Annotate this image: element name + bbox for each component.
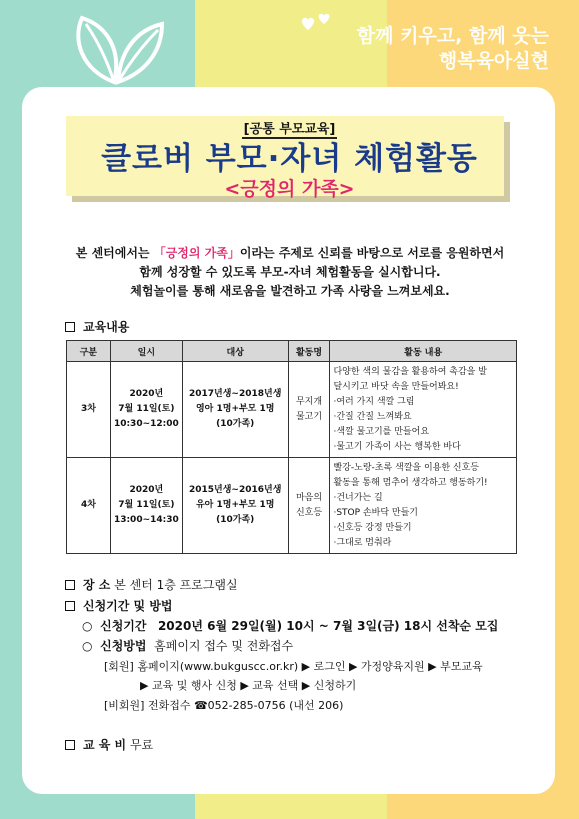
intro-highlight: 「긍정의 가족」 xyxy=(153,246,240,260)
detail-line: ·색깔 물고기를 만들어요 xyxy=(333,426,430,437)
intro-line1-pre: 본 센터에서는 xyxy=(75,246,154,260)
header-activity: 활동명 xyxy=(288,341,330,362)
intro-line2: 함께 성장할 수 있도록 부모-자녀 체험활동을 실시합니다. xyxy=(139,265,441,279)
page-title: 클로버 부모·자녀 체험활동 xyxy=(101,141,478,177)
target-families: (10가족) xyxy=(216,515,255,525)
education-table xyxy=(66,340,517,554)
place-value: 본 센터 1층 프로그램실 xyxy=(114,578,238,592)
header-details: 활동 내용 xyxy=(330,341,517,362)
member-line1: 홈페이지(www.bukguscc.or.kr) ▶ 로그인 ▶ 가정양육지원 ▶ 부모교육 xyxy=(137,660,483,673)
slogan-line2: 행복육아실현 xyxy=(438,50,549,72)
details-cell xyxy=(330,458,517,554)
checkbox-square-icon xyxy=(65,740,75,750)
intro-text xyxy=(40,244,540,301)
detail-line: 빨강-노랑-초록 색깔을 이용한 신호등 xyxy=(333,462,479,473)
detail-line: 활동을 통해 멈추어 생각하고 행동하기! xyxy=(333,477,488,488)
member-method xyxy=(104,658,483,674)
circle-bullet-icon: ○ xyxy=(82,639,93,653)
target-cell xyxy=(182,458,288,554)
date-time: 13:00~14:30 xyxy=(113,515,179,525)
method-value: 홈페이지 접수 및 전화접수 xyxy=(154,639,294,653)
target-cell xyxy=(182,362,288,458)
leaves-icon xyxy=(62,10,172,90)
application-method xyxy=(82,637,293,654)
application-heading-text: 신청기간 및 방법 xyxy=(83,599,173,613)
date-day: 7월 11일(토) xyxy=(118,500,175,510)
header-date: 일시 xyxy=(110,341,182,362)
target-people: 유아 1명+부모 1명 xyxy=(195,500,275,510)
hearts-icon xyxy=(298,10,338,40)
member-tag: [회원] xyxy=(104,660,134,673)
nonmember-method xyxy=(104,697,343,713)
activity-line: 물고기 xyxy=(295,411,323,422)
circle-bullet-icon: ○ xyxy=(82,619,93,633)
checkbox-square-icon xyxy=(65,601,75,611)
slogan-line1: 함께 키우고, 함께 웃는 xyxy=(356,25,549,47)
detail-line: ·그대로 멈춰라 xyxy=(333,537,392,548)
page-subtitle: <긍정의 가족> xyxy=(224,178,355,200)
detail-line: ·건너가는 길 xyxy=(333,492,383,503)
activity-line: 마음의 xyxy=(295,492,323,503)
education-heading-text: 교육내용 xyxy=(83,320,130,334)
checkbox-square-icon xyxy=(65,580,75,590)
activity-cell xyxy=(288,362,330,458)
place-label: 장 소 xyxy=(83,578,111,592)
intro-line1 xyxy=(40,244,540,263)
period-value: 2020년 6월 29일(월) 10시 ~ 7월 3일(금) 18시 선착순 모집 xyxy=(157,619,499,633)
target-birth: 2017년생~2018년생 xyxy=(189,389,282,399)
fee-info xyxy=(65,736,153,753)
date-cell xyxy=(110,458,182,554)
activity-line: 신호등 xyxy=(295,507,323,518)
detail-line: 다양한 색의 물감을 활용하여 촉감을 발 xyxy=(333,366,487,377)
detail-line: ·STOP 손바닥 만들기 xyxy=(333,507,418,518)
slogan xyxy=(357,24,549,74)
fee-label: 교 육 비 xyxy=(83,738,127,752)
method-label: 신청방법 xyxy=(100,639,147,653)
target-families: (10가족) xyxy=(216,419,255,429)
date-cell xyxy=(110,362,182,458)
application-period xyxy=(82,617,498,634)
date-time: 10:30~12:00 xyxy=(113,419,179,429)
intro-line1-post: 이라는 주제로 신뢰를 바탕으로 서로를 응원하면서 xyxy=(239,246,505,260)
round-cell: 4차 xyxy=(67,458,111,554)
activity-line: 무지개 xyxy=(295,396,323,407)
header-target: 대상 xyxy=(182,341,288,362)
round-cell: 3차 xyxy=(67,362,111,458)
date-day: 7월 11일(토) xyxy=(118,404,175,414)
date-year: 2020년 xyxy=(129,389,164,399)
member-line2: ▶ 교육 및 행사 신청 ▶ 교육 선택 ▶ 신청하기 xyxy=(140,679,357,692)
table-row xyxy=(67,362,517,458)
place-info xyxy=(65,576,238,593)
detail-line: ·간질 간질 느껴봐요 xyxy=(333,411,412,422)
target-people: 영아 1명+부모 1명 xyxy=(195,404,275,414)
fee-value: 무료 xyxy=(129,738,154,752)
application-heading xyxy=(65,597,173,614)
period-label: 신청기간 xyxy=(100,619,147,633)
activity-cell xyxy=(288,458,330,554)
nonmember-line: 전화접수 ☎052-285-0756 (내선 206) xyxy=(147,699,344,712)
nonmember-tag: [비회원] xyxy=(104,699,145,712)
checkbox-square-icon xyxy=(65,322,75,332)
detail-line: 달시키고 바닷 속을 만들어봐요! xyxy=(333,381,459,392)
table-header-row xyxy=(67,341,517,362)
detail-line: ·신호등 강정 만들기 xyxy=(333,522,412,533)
detail-line: ·여러 가지 색깔 그림 xyxy=(333,396,415,407)
table-row xyxy=(67,458,517,554)
date-year: 2020년 xyxy=(129,485,164,495)
header-round: 구분 xyxy=(67,341,111,362)
category-tag-text: [공통 부모교육] xyxy=(243,122,336,137)
details-cell xyxy=(330,362,517,458)
target-birth: 2015년생~2016년생 xyxy=(189,485,282,495)
detail-line: ·물고기 가족이 사는 행복한 바다 xyxy=(333,441,461,452)
intro-line3: 체험놀이를 통해 새로움을 발견하고 가족 사랑을 느껴보세요. xyxy=(130,284,450,298)
education-heading xyxy=(65,318,129,335)
